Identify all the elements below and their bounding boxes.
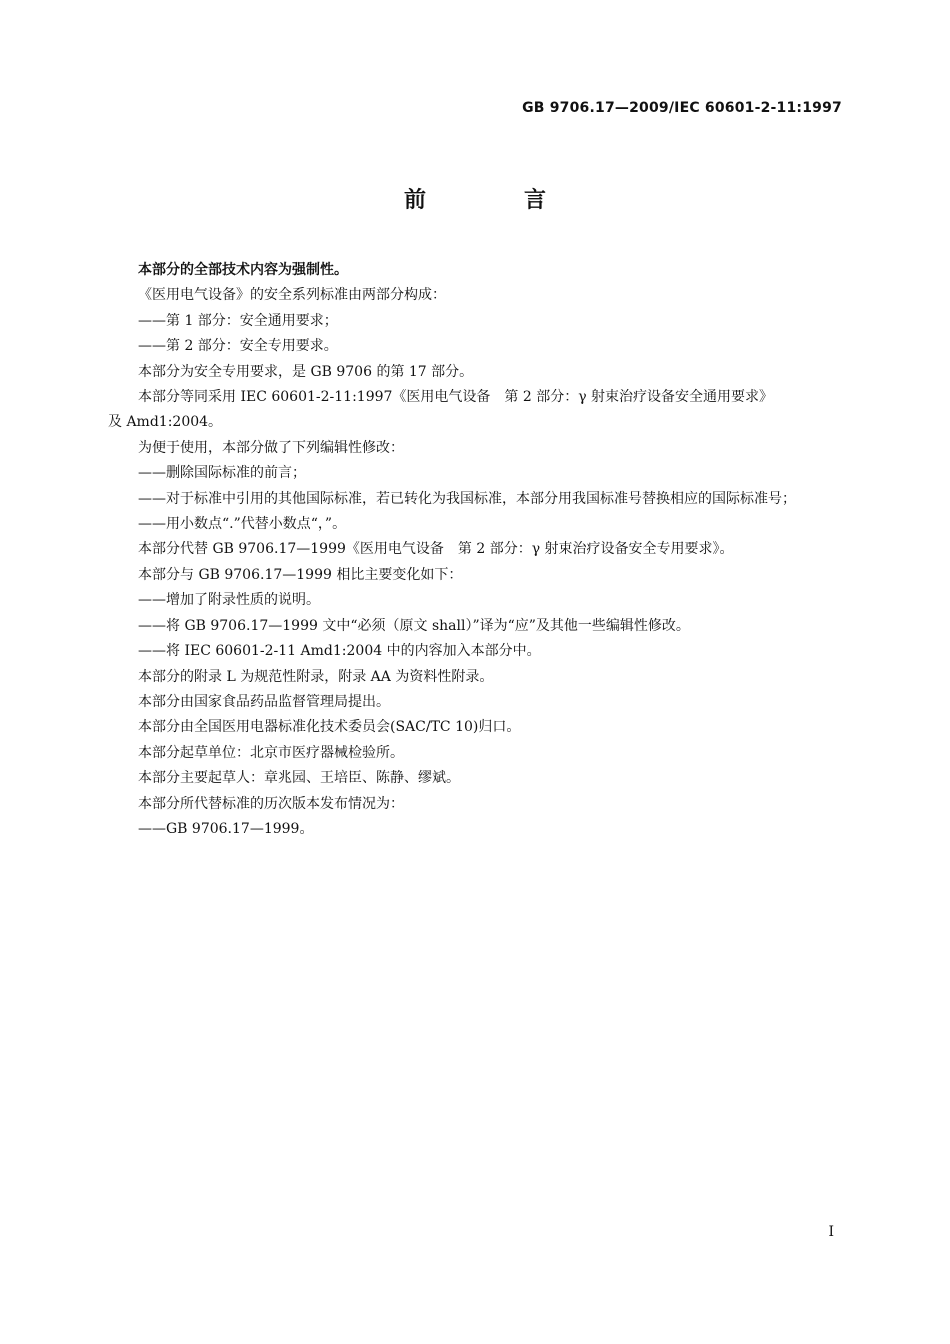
paragraph: 本部分所代替标准的历次版本发布情况为：	[138, 795, 404, 812]
paragraph-continuation: 及 Amd1:2004。	[108, 414, 223, 431]
paragraph: 本部分等同采用 IEC 60601-2-11:1997《医用电气设备 第 2 部分：γ 射束治疗设备安全通用要求》	[138, 389, 774, 406]
paragraph: 为便于使用，本部分做了下列编辑性修改：	[138, 439, 404, 456]
mandatory-statement: 本部分的全部技术内容为强制性。	[138, 262, 348, 278]
list-item: ——增加了附录性质的说明。	[138, 592, 320, 609]
paragraph: 本部分起草单位：北京市医疗器械检验所。	[138, 744, 404, 761]
paragraph: 本部分主要起草人：章兆园、王培臣、陈静、缪斌。	[138, 770, 460, 787]
list-item: ——将 GB 9706.17—1999 文中“必须（原文 shall）”译为“应”及其他一些编辑性修改。	[138, 617, 690, 634]
paragraph: 本部分的附录 L 为规范性附录，附录 AA 为资料性附录。	[138, 668, 494, 685]
paragraph: 本部分由国家食品药品监督管理局提出。	[138, 693, 390, 710]
list-item: ——将 IEC 60601-2-11 Amd1:2004 中的内容加入本部分中。	[138, 643, 541, 660]
paragraph: 本部分为安全专用要求，是 GB 9706 的第 17 部分。	[138, 363, 474, 380]
list-item: ——删除国际标准的前言；	[138, 465, 306, 482]
standard-code: GB 9706.17—2009/IEC 60601-2-11:1997	[522, 100, 842, 116]
foreword-body	[108, 258, 848, 842]
paragraph: 《医用电气设备》的安全系列标准由两部分构成：	[138, 287, 446, 304]
page-title: 前 言	[403, 188, 584, 213]
paragraph: 本部分代替 GB 9706.17—1999《医用电气设备 第 2 部分：γ 射束治疗设备安全专用要求》。	[138, 541, 734, 558]
list-item: ——第 2 部分：安全专用要求。	[138, 338, 338, 355]
page-number: I	[828, 1224, 834, 1240]
list-item: ——GB 9706.17—1999。	[138, 820, 314, 837]
list-item: ——第 1 部分：安全通用要求；	[138, 312, 338, 329]
paragraph: 本部分由全国医用电器标准化技术委员会(SAC/TC 10)归口。	[138, 719, 521, 736]
list-item: ——用小数点“.”代替小数点“，”。	[138, 516, 347, 533]
list-item: ——对于标准中引用的其他国际标准，若已转化为我国标准，本部分用我国标准号替换相应的国际标准号；	[138, 490, 796, 507]
paragraph: 本部分与 GB 9706.17—1999 相比主要变化如下：	[138, 566, 463, 583]
